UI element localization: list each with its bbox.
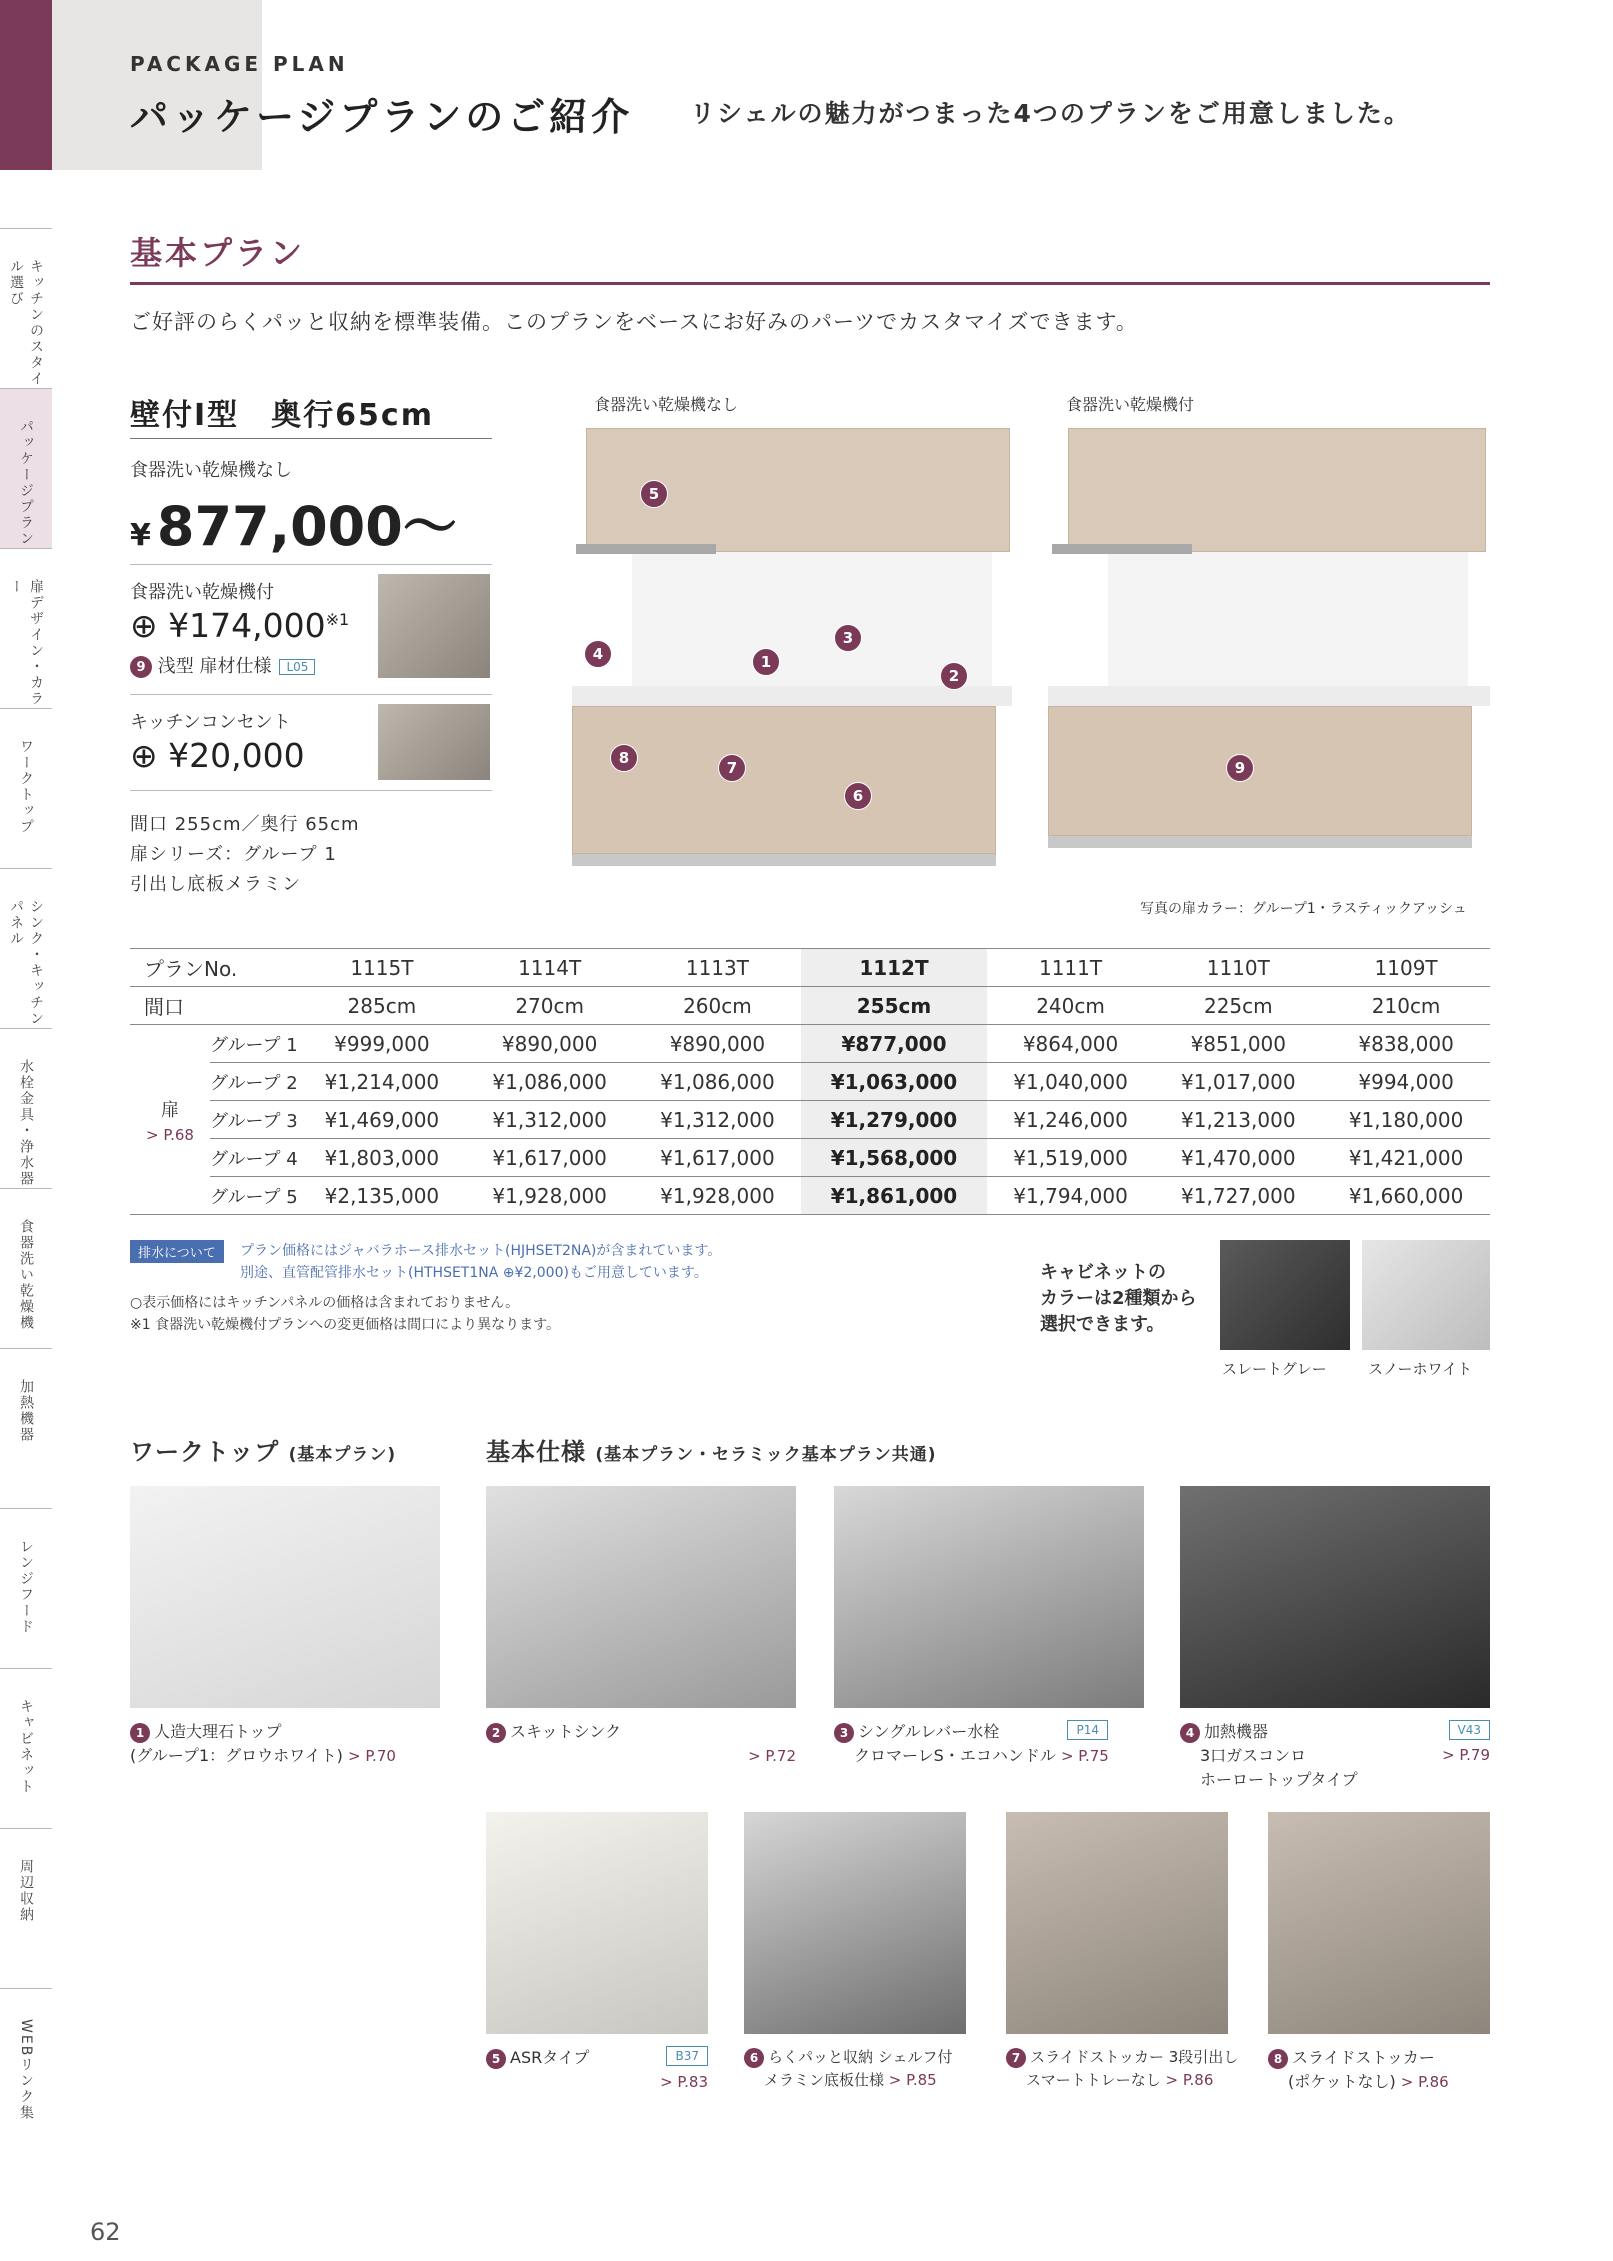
price-cell: ¥1,180,000 — [1322, 1101, 1490, 1139]
page-link[interactable]: > P.83 — [660, 2073, 708, 2091]
callout-pin: 6 — [844, 782, 872, 810]
base-price: ¥ 877,000～ — [130, 495, 457, 558]
kitchen-wall — [632, 548, 992, 688]
plan-no-cell: 1109T — [1322, 949, 1490, 987]
outlet-price: ⊕ ¥20,000 — [130, 736, 305, 775]
callout-pin: 7 — [718, 754, 746, 782]
kitchen-left-label: 食器洗い乾燥機なし — [594, 395, 739, 414]
width-header: 間口 — [130, 987, 298, 1025]
range-hood — [576, 544, 716, 554]
no-dishwasher-label: 食器洗い乾燥機なし — [130, 460, 292, 481]
table-row — [130, 987, 1490, 1025]
callout-pin: 4 — [584, 640, 612, 668]
outlet-photo — [378, 704, 490, 780]
table-row — [130, 1063, 1490, 1101]
page-link[interactable]: > P.86 — [1400, 2073, 1449, 2091]
upper-cabinet — [1068, 428, 1486, 552]
divider — [130, 790, 492, 791]
header-english: PACKAGE PLAN — [130, 52, 349, 76]
number-badge: 4 — [1180, 1723, 1200, 1743]
side-nav-item[interactable]: 周辺収納 — [0, 1828, 52, 1988]
group-name: グループ 4 — [210, 1139, 298, 1177]
price-cell: ¥851,000 — [1154, 1025, 1322, 1063]
callout-pin: 5 — [640, 480, 668, 508]
side-nav-item[interactable]: 扉デザイン・カラー — [0, 548, 52, 708]
width-cell-highlight: 255cm — [801, 987, 986, 1025]
cabinet-color-2: スノーホワイト — [1368, 1360, 1473, 1378]
group-name: グループ 1 — [210, 1025, 298, 1063]
price-cell: ¥1,421,000 — [1322, 1139, 1490, 1177]
photo-note: 写真の扉カラー：グループ1・ラスティックアッシュ — [1140, 901, 1467, 917]
price-cell: ¥1,794,000 — [987, 1177, 1155, 1215]
price-cell: ¥1,086,000 — [634, 1063, 802, 1101]
price-cell-highlight: ¥877,000 — [801, 1025, 986, 1063]
price-cell: ¥1,617,000 — [634, 1139, 802, 1177]
price-cell: ¥1,660,000 — [1322, 1177, 1490, 1215]
kitchen-wall — [1108, 548, 1468, 688]
table-row — [130, 1177, 1490, 1215]
kitchen-image-no-dishwasher — [572, 418, 1012, 878]
worktop-photo — [130, 1486, 440, 1708]
product-caption: 7 スライドストッカー 3段引出し スマートトレーなし > P.86 — [1006, 2046, 1246, 2091]
section-lead: ご好評のらくパッと収納を標準装備。このプランをベースにお好みのパーツでカスタマイズできます。 — [130, 310, 1138, 334]
spec-size: 間口 255cm／奥行 65cm — [130, 814, 360, 835]
reference-tag[interactable]: L05 — [279, 659, 315, 675]
group-name: グループ 2 — [210, 1063, 298, 1101]
cabinet-snow-white-photo — [1362, 1240, 1490, 1350]
divider — [130, 694, 492, 695]
callout-pin: 8 — [610, 744, 638, 772]
callout-pin: 3 — [834, 624, 862, 652]
page-link[interactable]: > P.85 — [888, 2070, 937, 2089]
price-cell: ¥890,000 — [634, 1025, 802, 1063]
divider — [130, 564, 492, 565]
price-cell: ¥838,000 — [1322, 1025, 1490, 1063]
callout-pin: 1 — [752, 648, 780, 676]
price-cell: ¥1,928,000 — [466, 1177, 634, 1215]
price-cell: ¥1,312,000 — [634, 1101, 802, 1139]
plan-type: 壁付I型 奥行65cm — [130, 398, 434, 433]
countertop — [1048, 686, 1490, 706]
section-title: 基本プラン — [130, 234, 306, 272]
countertop — [572, 686, 1012, 706]
page-subtitle: リシェルの魅力がつまった4つのプランをご用意しました。 — [690, 99, 1411, 128]
price-cell: ¥1,727,000 — [1154, 1177, 1322, 1215]
side-nav-item[interactable]: ワークトップ — [0, 708, 52, 868]
number-badge: 6 — [744, 2048, 764, 2068]
page-link[interactable]: > P.79 — [1442, 1746, 1490, 1764]
slide-stocker-photo — [1268, 1812, 1490, 2034]
table-row — [130, 1025, 1490, 1063]
product-caption: 5 ASRタイプ B37 > P.83 — [486, 2046, 708, 2094]
faucet-photo — [834, 1486, 1144, 1708]
slide-stocker-3-photo — [1006, 1812, 1228, 2034]
number-badge: 5 — [486, 2049, 506, 2069]
price-table — [130, 948, 1490, 1215]
price-cell: ¥1,040,000 — [987, 1063, 1155, 1101]
table-row — [130, 1139, 1490, 1177]
price-cell: ¥1,928,000 — [634, 1177, 802, 1215]
width-cell: 270cm — [466, 987, 634, 1025]
section-divider — [130, 282, 1490, 285]
drainage-note-2: 別途、直管配管排水セット(HTHSET1NA ⊕¥2,000)もご用意しています。 — [240, 1265, 708, 1281]
outlet-label: キッチンコンセント — [130, 712, 291, 733]
side-nav-item[interactable]: レンジフード — [0, 1508, 52, 1668]
width-cell: 240cm — [987, 987, 1155, 1025]
price-cell: ¥999,000 — [298, 1025, 466, 1063]
price-cell: ¥864,000 — [987, 1025, 1155, 1063]
page-link[interactable]: > P.70 — [348, 1747, 396, 1765]
group-name: グループ 3 — [210, 1101, 298, 1139]
side-nav-item[interactable]: キャビネット — [0, 1668, 52, 1828]
plan-no-cell: 1114T — [466, 949, 634, 987]
page-number: 62 — [90, 2218, 121, 2246]
dishwasher-option: 9 浅型 扉材仕様 L05 — [130, 652, 315, 678]
cabinet-slate-gray-photo — [1220, 1240, 1350, 1350]
cabinet-color-1: スレートグレー — [1222, 1360, 1327, 1378]
side-nav-item[interactable]: シンク・キッチンパネル — [0, 868, 52, 1028]
drainage-note-1: プラン価格にはジャバラホース排水セット(HJHSET2NA)が含まれています。 — [240, 1243, 722, 1259]
product-caption: 4 加熱機器 V43 3口ガスコンロ > P.79 ホーロートップタイプ — [1180, 1720, 1490, 1792]
width-cell: 260cm — [634, 987, 802, 1025]
price-cell: ¥1,312,000 — [466, 1101, 634, 1139]
kitchen-right-label: 食器洗い乾燥機付 — [1066, 395, 1195, 414]
basic-spec-title: 基本仕様 (基本プラン・セラミック基本プラン共通) — [486, 1438, 937, 1466]
note-dishwasher-price: ※1 食器洗い乾燥機付プランへの変更価格は間口により異なります。 — [130, 1317, 560, 1333]
lower-cabinet — [572, 706, 996, 854]
product-caption: 1 人造大理石トップ (グループ1：グロウホワイト) > P.70 — [130, 1722, 396, 1765]
spec-drawer-bottom: 引出し底板メラミン — [130, 874, 301, 895]
plinth — [1048, 836, 1472, 848]
price-cell-highlight: ¥1,861,000 — [801, 1177, 986, 1215]
door-page-link[interactable]: > P.68 — [146, 1125, 194, 1144]
price-cell: ¥1,470,000 — [1154, 1139, 1322, 1177]
side-nav-item[interactable]: WEBリンク集 — [0, 1988, 52, 2148]
number-badge: 2 — [486, 1723, 506, 1743]
reference-tag[interactable]: V43 — [1449, 1720, 1490, 1740]
number-badge: 3 — [834, 1723, 854, 1743]
note-panel-price: ○表示価格にはキッチンパネルの価格は含まれておりません。 — [130, 1295, 520, 1311]
callout-pin: 9 — [1226, 754, 1254, 782]
plan-no-cell: 1111T — [987, 949, 1155, 987]
number-badge: 8 — [1268, 2049, 1288, 2069]
side-nav-item-active[interactable]: パッケージプラン — [0, 388, 52, 548]
side-nav-item[interactable]: 加熱機器 — [0, 1348, 52, 1508]
dishwasher-price: ⊕ ¥174,000$^{※1}$ — [130, 606, 350, 645]
brand-bar — [0, 0, 52, 170]
callout-pin: 2 — [940, 662, 968, 690]
kitchen-image-with-dishwasher — [1048, 418, 1490, 878]
side-nav-item[interactable]: キッチンのスタイル選び — [0, 228, 52, 388]
range-hood-photo — [486, 1812, 708, 2034]
reference-tag[interactable]: P14 — [1067, 1720, 1108, 1740]
table-row — [130, 1101, 1490, 1139]
worktop-title: ワークトップ (基本プラン) — [130, 1438, 397, 1466]
side-nav-item[interactable]: 水栓金具・浄水器 — [0, 1028, 52, 1188]
sink-photo — [486, 1486, 796, 1708]
plan-no-cell-highlight: 1112T — [801, 949, 986, 987]
width-cell: 210cm — [1322, 987, 1490, 1025]
product-caption: 2 スキットシンク > P.72 — [486, 1720, 796, 1768]
width-cell: 285cm — [298, 987, 466, 1025]
table-row — [130, 949, 1490, 987]
number-badge: 1 — [130, 1723, 150, 1743]
spec-door-series: 扉シリーズ：グループ 1 — [130, 844, 337, 865]
range-hood — [1052, 544, 1192, 554]
price-cell: ¥1,086,000 — [466, 1063, 634, 1101]
width-cell: 225cm — [1154, 987, 1322, 1025]
price-cell-highlight: ¥1,568,000 — [801, 1139, 986, 1177]
price-cell: ¥1,617,000 — [466, 1139, 634, 1177]
side-nav — [0, 228, 52, 2148]
page-link[interactable]: > P.72 — [748, 1747, 796, 1765]
drainage-note-tag: 排水について — [130, 1240, 224, 1263]
divider — [130, 438, 492, 439]
plan-no-header: プランNo. — [130, 949, 298, 987]
page-link[interactable]: > P.75 — [1060, 1747, 1109, 1765]
plan-no-cell: 1115T — [298, 949, 466, 987]
price-cell: ¥1,469,000 — [298, 1101, 466, 1139]
dishwasher-label: 食器洗い乾燥機付 — [130, 582, 274, 603]
reference-tag[interactable]: B37 — [666, 2046, 708, 2066]
storage-drawer-photo — [744, 1812, 966, 2034]
price-cell: ¥1,213,000 — [1154, 1101, 1322, 1139]
lower-cabinet — [1048, 706, 1472, 836]
price-cell-highlight: ¥1,279,000 — [801, 1101, 986, 1139]
price-cell: ¥1,214,000 — [298, 1063, 466, 1101]
side-nav-item[interactable]: 食器洗い乾燥機 — [0, 1188, 52, 1348]
dishwasher-photo — [378, 574, 490, 678]
gas-stove-photo — [1180, 1486, 1490, 1708]
plan-no-cell: 1113T — [634, 949, 802, 987]
cabinet-color-text: キャビネットの カラーは2種類から 選択できます。 — [1040, 1262, 1197, 1336]
plan-no-cell: 1110T — [1154, 949, 1322, 987]
page-link[interactable]: > P.86 — [1165, 2070, 1214, 2089]
price-cell: ¥1,519,000 — [987, 1139, 1155, 1177]
product-caption: 8 スライドストッカー (ポケットなし) > P.86 — [1268, 2046, 1490, 2094]
number-badge: 9 — [130, 656, 152, 678]
page-title: パッケージプランのご紹介 — [130, 95, 634, 139]
price-cell: ¥2,135,000 — [298, 1177, 466, 1215]
price-cell: ¥1,803,000 — [298, 1139, 466, 1177]
plinth — [572, 854, 996, 866]
brand-bar-accent — [52, 0, 262, 170]
product-caption: 3 シングルレバー水栓 P14 クロマーレS・エコハンドル > P.75 — [834, 1720, 1144, 1768]
number-badge: 7 — [1006, 2048, 1026, 2068]
price-cell: ¥1,246,000 — [987, 1101, 1155, 1139]
price-cell-highlight: ¥1,063,000 — [801, 1063, 986, 1101]
price-cell: ¥890,000 — [466, 1025, 634, 1063]
price-cell: ¥1,017,000 — [1154, 1063, 1322, 1101]
door-header: 扉 > P.68 — [130, 1025, 210, 1215]
group-name: グループ 5 — [210, 1177, 298, 1215]
product-caption: 6 らくパッと収納 シェルフ付 メラミン底板仕様 > P.85 — [744, 2046, 984, 2091]
price-cell: ¥994,000 — [1322, 1063, 1490, 1101]
